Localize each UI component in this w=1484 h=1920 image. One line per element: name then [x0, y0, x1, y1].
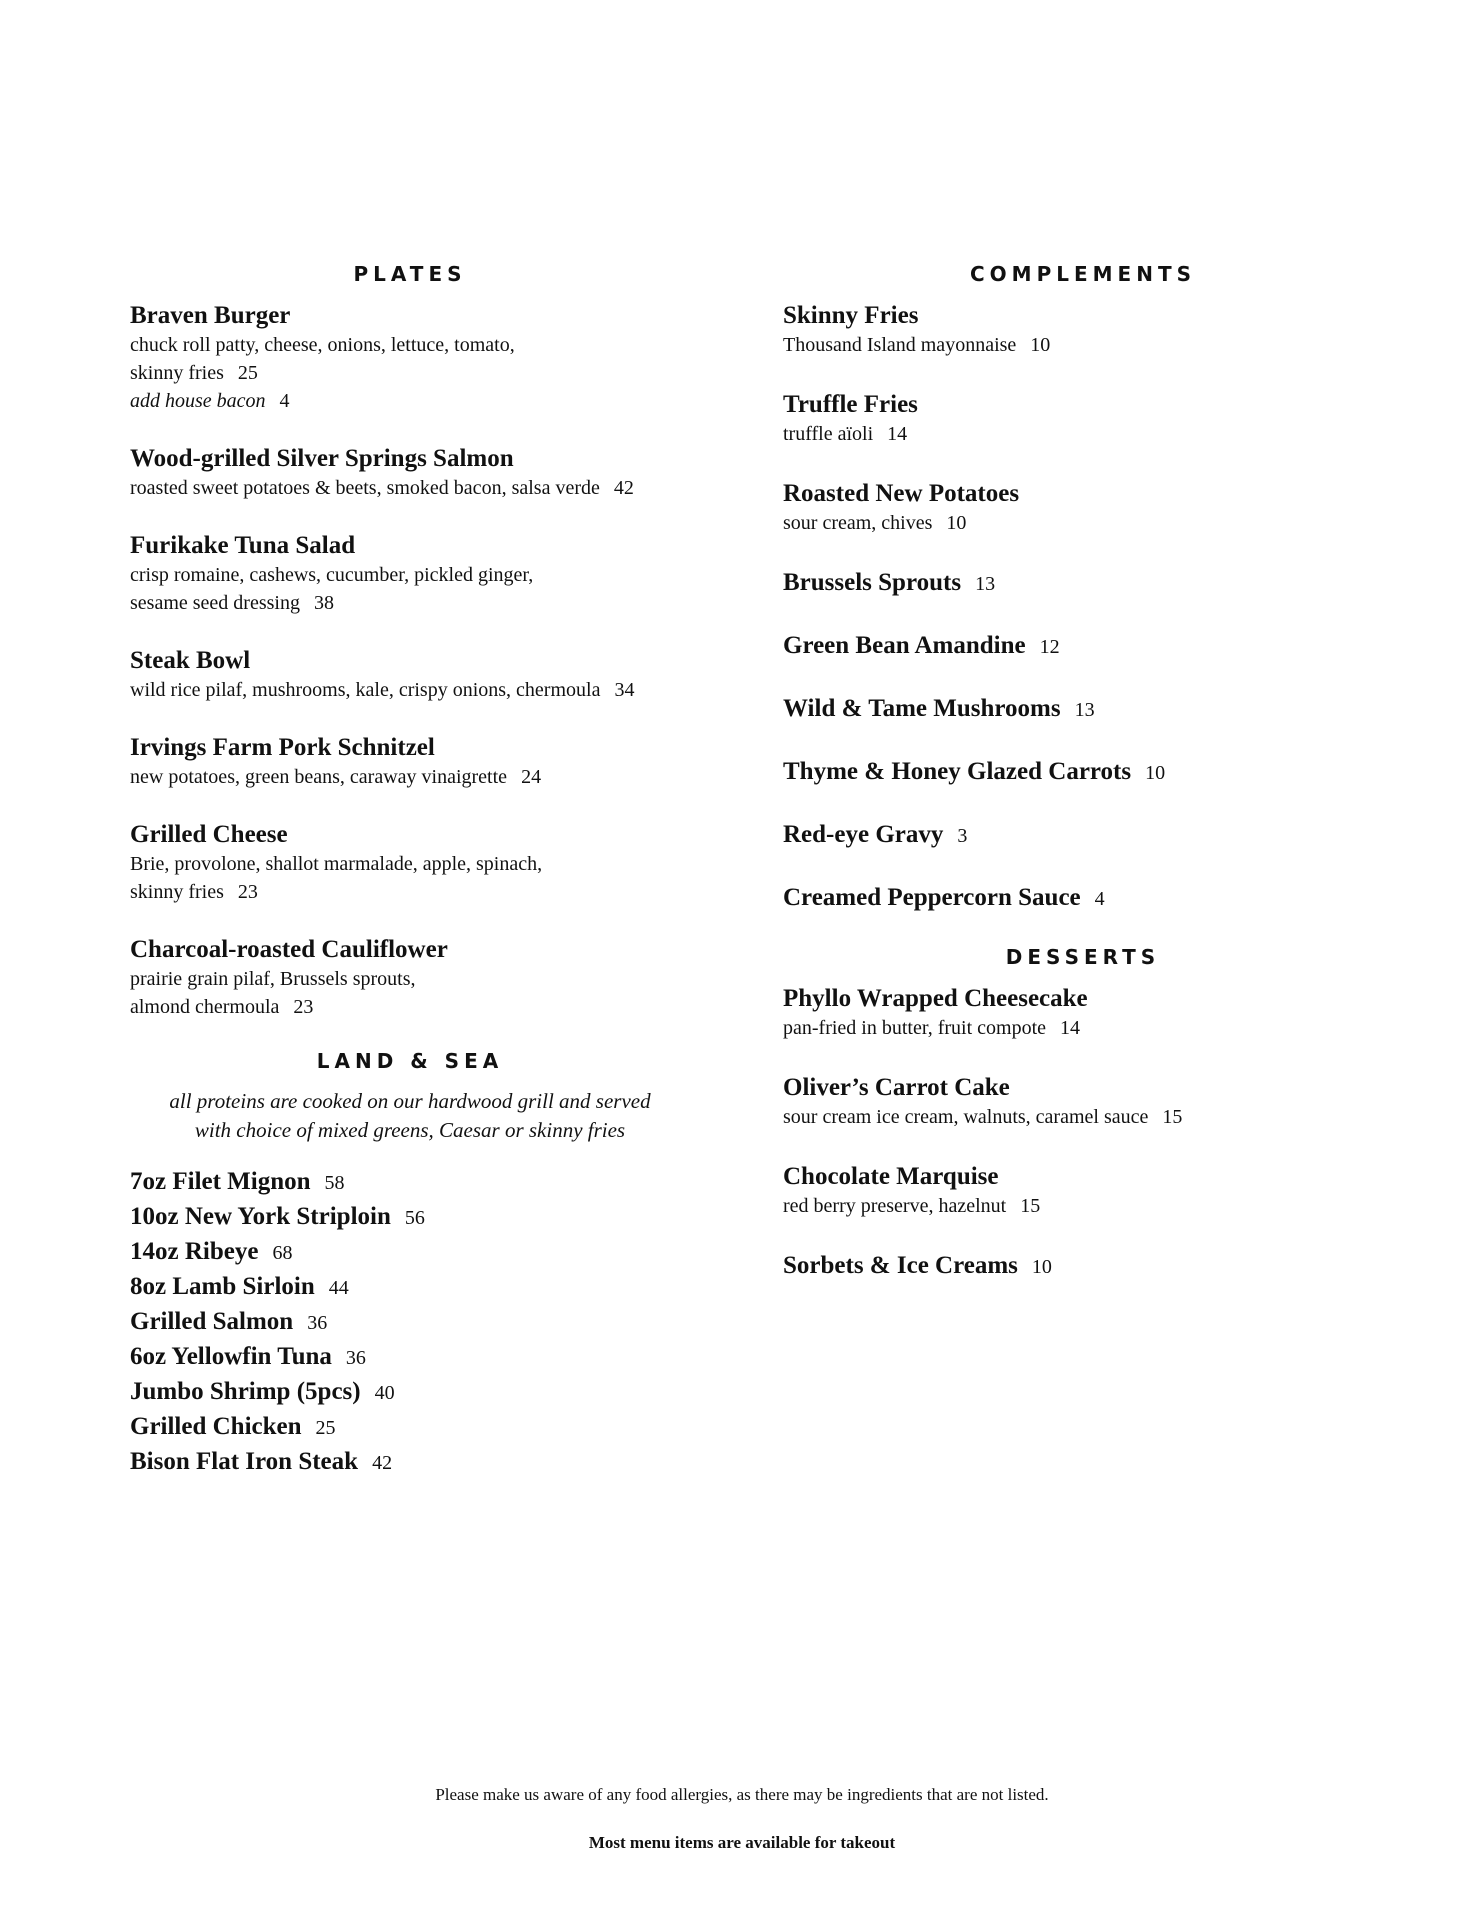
item-desc-line [783, 1103, 1383, 1131]
item-desc: Brie, provolone, shallot marmalade, apple, spinach, [130, 853, 543, 875]
menu-item [783, 882, 1383, 915]
list-item [130, 1445, 690, 1480]
item-desc: prairie grain pilaf, Brussels sprouts, [130, 968, 416, 990]
item-addon [130, 387, 690, 415]
item-price: 24 [521, 766, 542, 788]
item-desc-text: truffle aïoli [783, 423, 874, 445]
left-column [130, 262, 690, 1480]
menu-item [783, 693, 1383, 726]
item-desc-line [783, 509, 1383, 537]
protein-price: 44 [328, 1277, 349, 1299]
menu-item [783, 567, 1383, 600]
item-name-line [783, 819, 1383, 852]
item-desc-line [130, 763, 690, 791]
item-price: 12 [1039, 636, 1060, 658]
item-name: Steak Bowl [130, 647, 251, 674]
item-price: 13 [1074, 699, 1095, 721]
item-price: 4 [1094, 888, 1105, 910]
item-desc-line [783, 1014, 1383, 1042]
item-name-text: Brussels Sprouts [783, 569, 962, 596]
protein-price: 58 [324, 1172, 345, 1194]
item-desc-text: skinny fries [130, 362, 224, 384]
item-name: Oliver’s Carrot Cake [783, 1074, 1010, 1101]
list-item [130, 1235, 690, 1270]
menu-item [783, 478, 1383, 537]
item-name-text: Green Bean Amandine [783, 632, 1026, 659]
item-price: 34 [614, 679, 635, 701]
item-name: Chocolate Marquise [783, 1163, 999, 1190]
complements-heading: COMPLEMENTS [970, 262, 1196, 286]
protein-name: Grilled Salmon [130, 1308, 294, 1335]
list-item [130, 1200, 690, 1235]
item-name: Roasted New Potatoes [783, 480, 1020, 507]
protein-name: 7oz Filet Mignon [130, 1168, 311, 1195]
item-desc: crisp romaine, cashews, cucumber, pickled ginger, [130, 564, 534, 586]
item-price: 10 [946, 512, 967, 534]
item-price: 25 [237, 362, 258, 384]
item-price: 13 [975, 573, 996, 595]
item-price: 3 [957, 825, 968, 847]
item-desc-text: pan-fried in butter, fruit compote [783, 1017, 1046, 1039]
protein-list [130, 1165, 690, 1480]
takeout-note: Most menu items are available for takeout [588, 1833, 896, 1852]
item-desc-text: skinny fries [130, 881, 224, 903]
item-desc: chuck roll patty, cheese, onions, lettuce, tomato, [130, 334, 515, 356]
protein-price: 56 [404, 1207, 425, 1229]
land-sea-note [130, 1087, 690, 1145]
list-item [130, 1410, 690, 1445]
item-name-line [783, 882, 1383, 915]
land-sea-heading: LAND & SEA [316, 1049, 504, 1073]
plates-heading: PLATES [353, 262, 467, 286]
item-desc-line [783, 1192, 1383, 1220]
item-name: Truffle Fries [783, 391, 918, 418]
protein-price: 25 [315, 1417, 336, 1439]
item-name-line [783, 1250, 1383, 1283]
item-name: Wood-grilled Silver Springs Salmon [130, 445, 514, 472]
item-desc-text: wild rice pilaf, mushrooms, kale, crispy onions, chermoula [130, 679, 601, 701]
menu-item [783, 389, 1383, 448]
menu-item [130, 530, 690, 617]
menu-item [783, 300, 1383, 359]
protein-name: 6oz Yellowfin Tuna [130, 1343, 332, 1370]
item-name: Skinny Fries [783, 302, 919, 329]
menu-item [130, 732, 690, 791]
list-item [130, 1270, 690, 1305]
item-desc-line2 [130, 878, 690, 906]
addon-label: add house bacon [130, 390, 266, 412]
item-name: Irvings Farm Pork Schnitzel [130, 734, 435, 761]
item-desc-line2 [130, 993, 690, 1021]
protein-name: Grilled Chicken [130, 1413, 302, 1440]
item-desc-text: Thousand Island mayonnaise [783, 334, 1017, 356]
menu-item [783, 819, 1383, 852]
item-desc-text: sesame seed dressing [130, 592, 300, 614]
menu-item [130, 645, 690, 704]
item-name-text: Thyme & Honey Glazed Carrots [783, 758, 1132, 785]
protein-price: 68 [272, 1242, 293, 1264]
right-column [783, 262, 1383, 1313]
item-desc-line [783, 420, 1383, 448]
menu-item [130, 819, 690, 906]
item-price: 14 [1060, 1017, 1080, 1039]
menu-item [783, 756, 1383, 789]
protein-name: Bison Flat Iron Steak [130, 1448, 359, 1475]
item-desc-line [130, 676, 690, 704]
menu-item [130, 934, 690, 1021]
item-price: 15 [1162, 1106, 1183, 1128]
protein-name: Jumbo Shrimp (5pcs) [130, 1378, 361, 1405]
menu-item [130, 443, 690, 502]
menu-item [783, 1072, 1383, 1131]
list-item [130, 1375, 690, 1410]
item-name-text: Red-eye Gravy [783, 821, 944, 848]
item-name: Braven Burger [130, 302, 291, 329]
protein-price: 36 [307, 1312, 328, 1334]
protein-name: 10oz New York Striploin [130, 1203, 391, 1230]
protein-price: 42 [372, 1452, 393, 1474]
protein-name: 14oz Ribeye [130, 1238, 259, 1265]
item-desc-line2 [130, 589, 690, 617]
item-name: Phyllo Wrapped Cheesecake [783, 985, 1088, 1012]
item-desc-text: new potatoes, green beans, caraway vinaigrette [130, 766, 508, 788]
menu-item [130, 300, 690, 415]
item-name: Charcoal-roasted Cauliflower [130, 936, 448, 963]
item-price: 42 [613, 477, 634, 499]
item-price: 23 [293, 996, 314, 1018]
protein-name: 8oz Lamb Sirloin [130, 1273, 315, 1300]
item-name-line [783, 630, 1383, 663]
addon-price: 4 [279, 390, 290, 412]
menu-item [783, 1161, 1383, 1220]
item-desc-text: red berry preserve, hazelnut [783, 1195, 1007, 1217]
list-item [130, 1165, 690, 1200]
item-desc-text: almond chermoula [130, 996, 280, 1018]
land-sea-note-line2: with choice of mixed greens, Caesar or skinny fries [194, 1118, 626, 1142]
menu-item [783, 1250, 1383, 1283]
item-name: Grilled Cheese [130, 821, 288, 848]
list-item [130, 1305, 690, 1340]
item-desc-line [783, 331, 1383, 359]
item-price: 14 [887, 423, 908, 445]
item-name-line [783, 756, 1383, 789]
land-sea-note-line1: all proteins are cooked on our hardwood grill and served [169, 1089, 651, 1113]
desserts-heading: DESSERTS [1005, 945, 1161, 969]
item-name-text: Wild & Tame Mushrooms [783, 695, 1061, 722]
item-name: Furikake Tuna Salad [130, 532, 356, 559]
item-price: 10 [1030, 334, 1051, 356]
item-name-text: Creamed Peppercorn Sauce [783, 884, 1081, 911]
item-desc-text: sour cream ice cream, walnuts, caramel sauce [783, 1106, 1149, 1128]
item-price: 10 [1031, 1256, 1052, 1278]
item-price: 10 [1145, 762, 1166, 784]
protein-price: 36 [345, 1347, 366, 1369]
menu-item [783, 983, 1383, 1042]
item-desc-line2 [130, 359, 690, 387]
item-desc-text: sour cream, chives [783, 512, 933, 534]
item-desc-line [130, 474, 690, 502]
allergy-note: Please make us aware of any food allergies, as there may be ingredients that are not listed. [435, 1785, 1049, 1804]
item-price: 38 [313, 592, 334, 614]
protein-price: 40 [374, 1382, 395, 1404]
item-desc-text: roasted sweet potatoes & beets, smoked bacon, salsa verde [130, 477, 600, 499]
item-name-line [783, 693, 1383, 726]
item-name-line [783, 567, 1383, 600]
item-price: 15 [1020, 1195, 1041, 1217]
menu-item [783, 630, 1383, 663]
list-item [130, 1340, 690, 1375]
item-price: 23 [237, 881, 258, 903]
item-name-text: Sorbets & Ice Creams [783, 1252, 1018, 1279]
